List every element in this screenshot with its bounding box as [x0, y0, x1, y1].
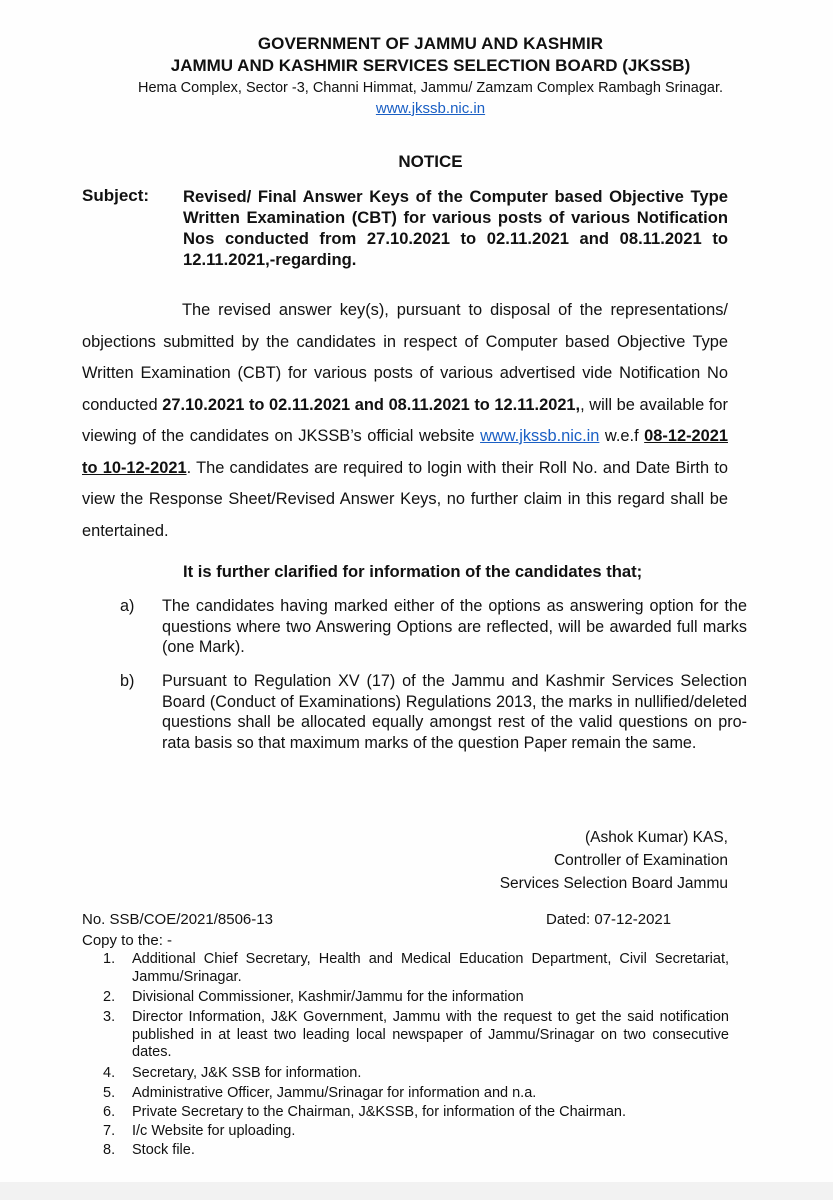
- subject-label: Subject:: [82, 186, 150, 205]
- copy-item-number: 2.: [103, 989, 116, 1005]
- copy-item-number: 1.: [103, 951, 116, 967]
- copy-item-text: Secretary, J&K SSB for information.: [132, 1065, 362, 1081]
- body-text-1: The revised answer key(s), pursuant to disposal of the representations/ objections submitted by the candidates in respect of Computer based Objective Type Written Examination (CBT) for various posts of various advertised vide Notification No conducted: [82, 301, 728, 414]
- copy-item-number: 7.: [103, 1123, 116, 1139]
- subject-text: Revised/ Final Answer Keys of the Computer based Objective Type Written Examination (CBT) for various posts of various Notification Nos conducted from 27.10.2021 to 02.11.2021 and 08.11.2021 to 12.11.2021,-regarding.: [183, 187, 728, 269]
- body-text-3: w.e.f: [599, 427, 645, 445]
- copy-item-text: Private Secretary to the Chairman, J&KSSB, for information of the Chairman.: [132, 1104, 627, 1120]
- website-link[interactable]: www.jkssb.nic.in: [375, 100, 486, 117]
- copy-item-number: 4.: [103, 1065, 116, 1081]
- copy-item-text: Director Information, J&K Government, Jammu with the request to get the said notification published in at least two leading local newspaper of Jammu/Srinagar on two consecutive dates.: [132, 1009, 729, 1060]
- item-marker: b): [120, 672, 135, 690]
- copy-item-text: Stock file.: [132, 1142, 195, 1158]
- clarification-heading: It is further clarified for information of the candidates that;: [183, 562, 643, 581]
- copy-item-number: 3.: [103, 1009, 116, 1025]
- issue-date: Dated: 07-12-2021: [546, 911, 672, 928]
- copy-item-text: Administrative Officer, Jammu/Srinagar for information and n.a.: [132, 1085, 537, 1101]
- copy-item-number: 8.: [103, 1142, 116, 1158]
- signatory-office: Services Selection Board Jammu: [499, 875, 728, 892]
- signature-block: [500, 826, 728, 895]
- copy-item-number: 5.: [103, 1085, 116, 1101]
- body-exam-dates: 27.10.2021 to 02.11.2021 and 08.11.2021 to 12.11.2021,: [162, 395, 581, 414]
- website-line: [0, 100, 833, 117]
- copy-to-label: Copy to the: -: [82, 932, 173, 949]
- reference-number: No. SSB/COE/2021/8506-13: [82, 911, 273, 928]
- notice-title: NOTICE: [398, 152, 463, 171]
- address-line: Hema Complex, Sector -3, Channi Himmat, Jammu/ Zamzam Complex Rambagh Srinagar.: [137, 80, 724, 96]
- body-text-2: , will be available for viewing of the candidates on JKSSB’s official website: [82, 395, 728, 445]
- body-viewing-dates: 08-12-2021 to 10-12-2021: [82, 427, 728, 477]
- item-marker: a): [120, 597, 135, 615]
- body-website-link[interactable]: www.jkssb.nic.in: [480, 427, 600, 445]
- signatory-designation: Controller of Examination: [553, 852, 728, 869]
- signatory-name: (Ashok Kumar) KAS,: [585, 829, 728, 846]
- item-text: The candidates having marked either of the options as answering option for the questions where two Answering Options are reflected, will be awarded full marks (one Mark).: [162, 597, 747, 656]
- body-paragraph: [82, 295, 728, 547]
- copy-item-text: Divisional Commissioner, Kashmir/Jammu for the information: [132, 989, 524, 1005]
- item-text: Pursuant to Regulation XV (17) of the Jammu and Kashmir Services Selection Board (Conduct of Examinations) Regulations 2013, the marks in nullified/deleted questions shall be allocated equally amongst rest of the valid questions on pro-rata basis so that maximum marks of the question Paper remain the same.: [162, 672, 747, 752]
- body-text-4: . The candidates are required to login with their Roll No. and Date Birth to view the Response Sheet/Revised Answer Keys, no further claim in this regard shall be entertained.: [82, 458, 728, 540]
- page-bottom-edge: [0, 1182, 833, 1200]
- copy-item-text: I/c Website for uploading.: [132, 1123, 296, 1139]
- board-heading: JAMMU AND KASHMIR SERVICES SELECTION BOARD (JKSSB): [170, 56, 691, 75]
- government-heading: GOVERNMENT OF JAMMU AND KASHMIR: [257, 34, 604, 53]
- copy-item-text: Additional Chief Secretary, Health and Medical Education Department, Civil Secretariat, Jammu/Srinagar.: [132, 951, 729, 985]
- copy-item-number: 6.: [103, 1104, 116, 1120]
